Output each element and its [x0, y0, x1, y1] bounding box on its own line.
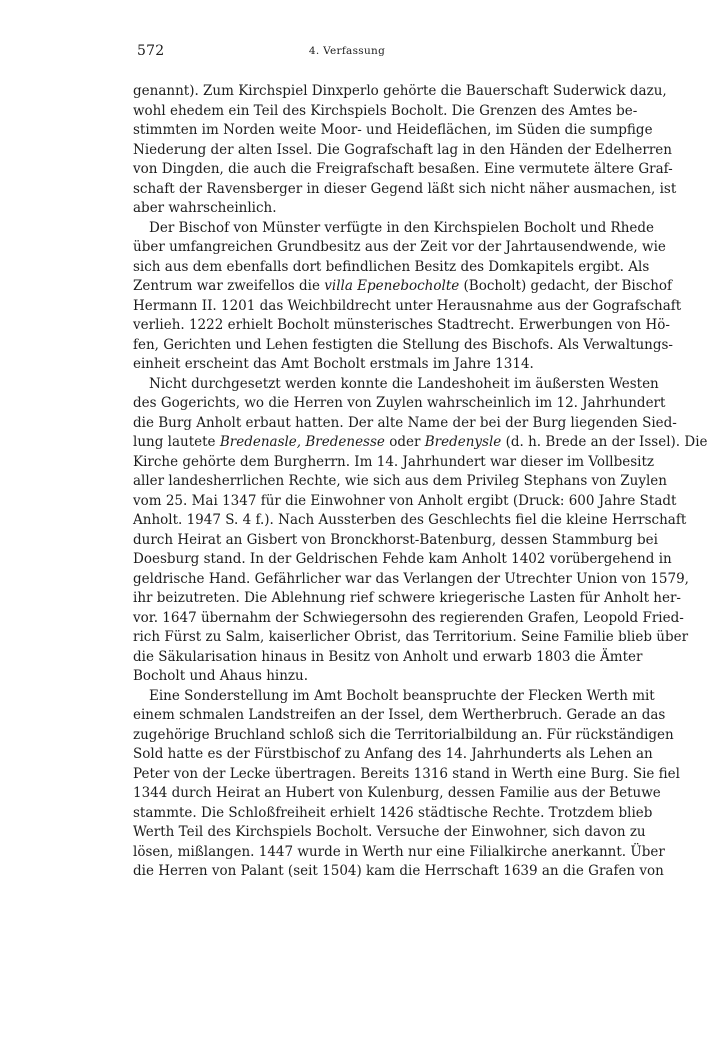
text-segment: vor. 1647 übernahm der Schwiegersohn des regierenden Grafen, Leopold Fried-: [133, 609, 684, 626]
text-line: [133, 375, 659, 395]
text-segment: fen, Gerichten und Lehen festigten die Stellung des Bischofs. Als Verwaltungs-: [133, 336, 673, 353]
text-line: [133, 706, 666, 726]
text-segment: Nicht durchgesetzt werden konnte die Landeshoheit im äußersten Westen: [149, 375, 659, 392]
text-line: [133, 102, 638, 122]
text-line: [133, 121, 653, 141]
text-segment: stimmten im Norden weite Moor- und Heideflächen, im Süden die sumpfige: [133, 122, 653, 138]
text-segment: stammte. Die Schloßfreiheit erhielt 1426 städtische Rechte. Trotzdem blieb: [133, 804, 653, 821]
text-line: [133, 570, 689, 590]
text-line: [133, 745, 653, 765]
body-text: [133, 82, 708, 882]
paragraph: [133, 375, 708, 687]
text-line: [133, 160, 673, 180]
text-line: [133, 141, 672, 161]
text-line: [133, 472, 667, 492]
text-segment: die Säkularisation hinaus in Besitz von Anholt und erwarb 1803 die Ämter: [133, 648, 643, 665]
text-line: [133, 414, 677, 434]
text-line: [133, 765, 680, 785]
text-line: [133, 180, 677, 200]
italic-term: Bredenysle: [424, 434, 502, 450]
text-line: [133, 511, 687, 531]
text-line: [133, 336, 673, 356]
text-line: [133, 804, 653, 824]
text-segment: aber wahrscheinlich.: [133, 200, 277, 216]
text-segment: Bocholt und Ahaus hinzu.: [133, 668, 308, 684]
text-segment: Peter von der Lecke übertragen. Bereits 1316 stand in Werth eine Burg. Sie fiel: [133, 765, 680, 782]
text-segment: Werth Teil des Kirchspiels Bocholt. Versuche der Einwohner, sich davon zu: [133, 824, 646, 840]
text-line: [133, 784, 661, 804]
text-segment: Der Bischof von Münster verfügte in den Kirchspielen Bocholt und Rhede: [149, 219, 655, 236]
text-segment: durch Heirat an Gisbert von Bronckhorst-Batenburg, dessen Stammburg bei: [133, 531, 658, 548]
text-line: [133, 394, 666, 414]
text-line: [133, 277, 673, 297]
text-segment: Hermann II. 1201 das Weichbildrecht unter Herausnahme aus der Gografschaft: [133, 297, 682, 314]
text-line: [133, 823, 646, 843]
text-line: [133, 316, 670, 336]
text-segment: wohl ehedem ein Teil des Kirchspiels Bocholt. Die Grenzen des Amtes be-: [133, 102, 638, 119]
text-segment: (d. h. Brede an der Issel). Die: [501, 434, 708, 450]
text-segment: Niederung der alten Issel. Die Gografschaft lag in den Händen der Edelherren: [133, 141, 672, 158]
text-segment: Zentrum war zweifellos die: [133, 278, 325, 294]
text-line: [133, 453, 655, 473]
text-line: [133, 687, 655, 707]
text-segment: (Bocholt) gedacht, der Bischof: [459, 278, 673, 294]
text-segment: Eine Sonderstellung im Amt Bocholt beanspruchte der Flecken Werth mit: [149, 687, 655, 704]
text-segment: Doesburg stand. In der Geldrischen Fehde kam Anholt 1402 vorübergehend in: [133, 551, 672, 567]
text-line: [133, 355, 564, 375]
text-line: [133, 297, 682, 317]
text-line: [133, 843, 665, 863]
text-line: [133, 238, 666, 258]
text-segment: zugehörige Bruchland schloß sich die Territorialbildung an. Für rückständigen: [133, 726, 674, 743]
text-segment: von Dingden, die auch die Freigrafschaft besaßen. Eine vermutete ältere Graf-: [133, 161, 673, 177]
text-segment: sich aus dem ebenfalls dort befindlichen Besitz des Domkapitels ergibt. Als: [133, 258, 650, 275]
text-line: [133, 258, 650, 278]
paragraph: [133, 687, 680, 882]
text-segment: lung lautete: [133, 434, 220, 450]
text-segment: lösen, mißlangen. 1447 wurde in Werth nur eine Filialkirche anerkannt. Über: [133, 843, 665, 860]
text-segment: einem schmalen Landstreifen an der Issel, dem Wertherbruch. Gerade an das: [133, 707, 666, 723]
text-line: [133, 726, 674, 746]
paragraph: [133, 82, 677, 219]
text-line: [133, 433, 708, 453]
italic-term: villa Epenebocholte: [324, 278, 460, 294]
italic-term: Bredenasle, Bredenesse: [219, 434, 385, 450]
text-segment: ihr beizutreten. Die Ablehnung rief schwere kriegerische Lasten für Anholt her-: [133, 590, 681, 606]
text-segment: verlieh. 1222 erhielt Bocholt münsterisches Stadtrecht. Erwerbungen von Hö-: [133, 317, 670, 333]
text-segment: aller landesherrlichen Rechte, wie sich aus dem Privileg Stephans von Zuylen: [133, 473, 667, 489]
text-segment: geldrische Hand. Gefährlicher war das Verlangen der Utrechter Union von 1579,: [133, 570, 689, 587]
text-line: [133, 219, 655, 239]
text-segment: oder: [384, 434, 425, 450]
text-segment: genannt). Zum Kirchspiel Dinxperlo gehörte die Bauerschaft Suderwick dazu,: [133, 83, 667, 99]
page-header: [137, 43, 557, 63]
text-line: [133, 648, 643, 668]
text-line: [133, 589, 681, 609]
text-segment: rich Fürst zu Salm, kaiserlicher Obrist, das Territorium. Seine Familie blieb über: [133, 629, 689, 645]
text-segment: einheit erscheint das Amt Bocholt erstmals im Jahre 1314.: [133, 356, 534, 372]
text-segment: über umfangreichen Grundbesitz aus der Zeit vor der Jahrtausendwende, wie: [133, 239, 666, 255]
text-line: [133, 82, 667, 102]
text-line: [133, 609, 684, 629]
text-segment: 1344 durch Heirat an Hubert von Kulenburg, dessen Familie aus der Betuwe: [133, 785, 661, 801]
text-line: [133, 550, 672, 570]
text-line: [133, 492, 677, 512]
text-line: [133, 862, 664, 882]
running-head: 4. Verfassung: [308, 45, 386, 57]
text-line: [133, 667, 564, 687]
text-segment: Sold hatte es der Fürstbischof zu Anfang des 14. Jahrhunderts als Lehen an: [133, 746, 653, 762]
page-number: 572: [137, 43, 165, 59]
text-segment: die Herren von Palant (seit 1504) kam die Herrschaft 1639 an die Grafen von: [133, 863, 664, 879]
text-segment: vom 25. Mai 1347 für die Einwohner von Anholt ergibt (Druck: 600 Jahre Stadt: [133, 492, 677, 509]
text-line: [133, 531, 658, 551]
text-segment: die Burg Anholt erbaut hatten. Der alte Name der bei der Burg liegenden Sied-: [133, 414, 677, 431]
text-segment: des Gogerichts, wo die Herren von Zuylen wahrscheinlich im 12. Jahrhundert: [133, 395, 666, 411]
text-line: [133, 628, 689, 648]
text-segment: Kirche gehörte dem Burgherrn. Im 14. Jahrhundert war dieser im Vollbesitz: [133, 453, 655, 470]
paragraph: [133, 219, 682, 375]
text-line: [133, 199, 564, 219]
text-segment: schaft der Ravensberger in dieser Gegend läßt sich nicht näher ausmachen, ist: [133, 180, 677, 197]
text-segment: Anholt. 1947 S. 4 f.). Nach Aussterben des Geschlechts fiel die kleine Herrschaft: [133, 512, 687, 528]
